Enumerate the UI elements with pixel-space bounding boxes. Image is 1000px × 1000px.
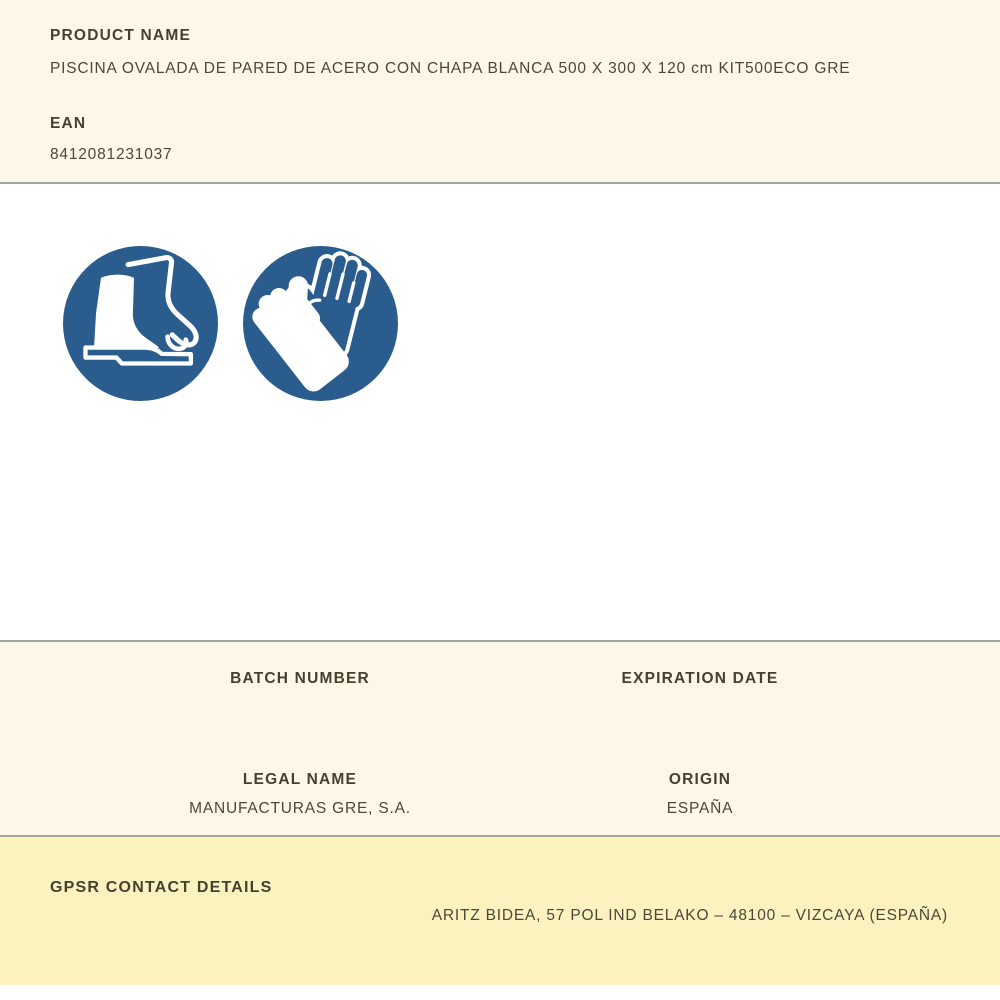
gpsr-contact-value: ARITZ BIDEA, 57 POL IND BELAKO – 48100 – VIZCAYA (ESPAÑA): [431, 907, 948, 924]
ean-label: EAN: [50, 115, 87, 132]
origin-cell: [500, 771, 900, 818]
origin-value: ESPAÑA: [666, 800, 734, 817]
ean-value: 8412081231037: [50, 146, 173, 163]
safety-boots-icon: [63, 246, 218, 401]
origin-label: ORIGIN: [668, 771, 732, 788]
gpsr-contact-label: GPSR CONTACT DETAILS: [50, 879, 273, 896]
product-name-label: PRODUCT NAME: [50, 27, 191, 44]
batch-number-cell: [100, 670, 500, 699]
gpsr-contact-section: [0, 837, 1000, 985]
expiration-date-label: EXPIRATION DATE: [621, 670, 779, 687]
details-row-1: [100, 670, 900, 699]
legal-name-value: MANUFACTURAS GRE, S.A.: [189, 800, 411, 817]
product-info-section: [0, 0, 1000, 184]
batch-number-label: BATCH NUMBER: [230, 670, 370, 687]
legal-name-label: LEGAL NAME: [242, 771, 358, 788]
safety-gloves-icon: [243, 246, 398, 401]
details-row-2: [100, 771, 900, 818]
safety-pictograms-section: [0, 184, 1000, 642]
batch-details-section: [0, 642, 1000, 837]
expiration-date-cell: [500, 670, 900, 699]
product-name-value: PISCINA OVALADA DE PARED DE ACERO CON CHAPA BLANCA 500 X 300 X 120 cm KIT500ECO GRE: [50, 60, 851, 77]
legal-name-cell: [100, 771, 500, 818]
